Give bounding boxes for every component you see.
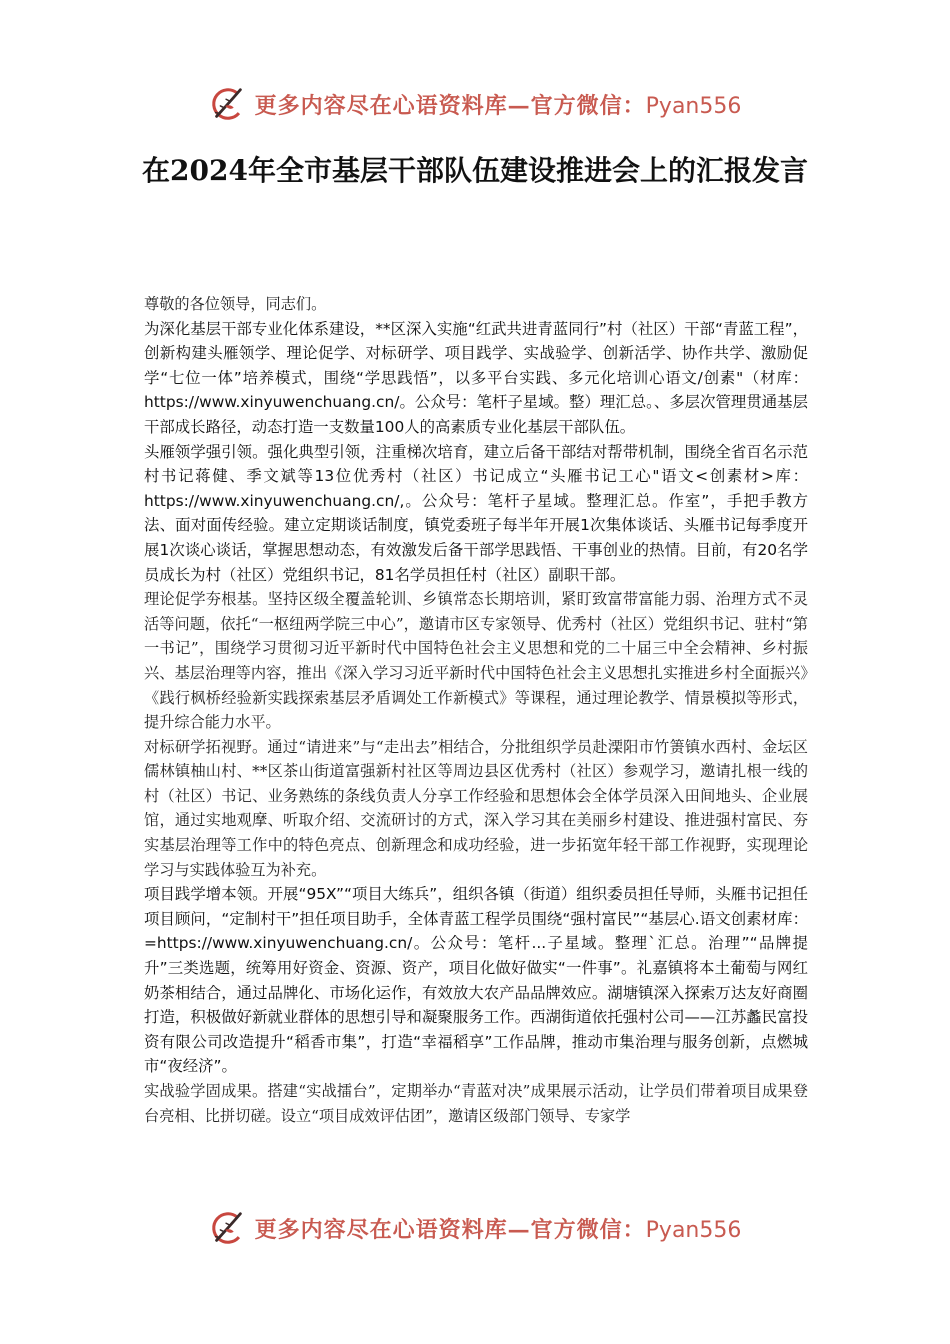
body-paragraph: 头雁领学强引领。强化典型引领，注重梯次培育，建立后备干部结对帮带机制，围绕全省百名示范村书记蒋健、季文斌等13位优秀村（社区）书记成立“头雁书记工心"语文<创素材>库：https://www.xinyuwenchuang.cn/,。公众号：笔杆子星域。整理汇总。作室”，手把手教方法、面对面传经验。建立定期谈话制度，镇党委班子每半年开展1次集体谈话、头雁书记每季度开展1次谈心谈话，掌握思想动态，有效激发后备干部学思践悟、干事创业的热情。目前，有20名学员成长为村（社区）党组织书记，81名学员担任村（社区）副职干部。 — [144, 442, 808, 584]
header-watermark-banner — [0, 82, 950, 126]
body-paragraph: 实战验学固成果。搭建“实战擂台”，定期举办“青蓝对决”成果展示活动，让学员们带着项目成果登台亮相、比拼切磋。设立“项目成效评估团”，邀请区级部门领导、专家学 — [144, 1082, 808, 1125]
banner-text: 更多内容尽在心语资料库—官方微信：Pyan556 — [254, 1216, 742, 1243]
document-body — [144, 292, 808, 1128]
bamboo-brush-logo-icon — [209, 85, 247, 123]
banner-text: 更多内容尽在心语资料库—官方微信：Pyan556 — [254, 92, 742, 119]
greeting: 尊敬的各位领导，同志们。 — [144, 295, 327, 313]
banner-wechat-id: Pyan556 — [645, 93, 742, 119]
footer-watermark-banner — [0, 1206, 950, 1250]
document-title: 在2024年全市基层干部队伍建设推进会上的汇报发言 — [142, 154, 808, 187]
bamboo-brush-logo-icon — [209, 1209, 247, 1247]
banner-wechat-id: Pyan556 — [645, 1217, 742, 1243]
body-paragraph: 理论促学夯根基。坚持区级全覆盖轮训、乡镇常态长期培训，紧盯致富带富能力弱、治理方式不灵活等问题，依托“一枢纽两学院三中心”，邀请市区专家领导、优秀村（社区）党组织书记、驻村“第一书记”，围绕学习贯彻习近平新时代中国特色社会主义思想和党的二十届三中全会精神、乡村振兴、基层治理等内容，推出《深入学习习近平新时代中国特色社会主义思想扎实推进乡村全面振兴》《践行枫桥经验新实践探索基层矛盾调处工作新模式》等课程，通过理论教学、情景模拟等形式，提升综合能力水平。 — [144, 590, 808, 732]
body-paragraph: 对标研学拓视野。通过“请进来”与“走出去”相结合，分批组织学员赴溧阳市竹箦镇水西村、金坛区儒林镇柚山村、**区茶山街道富强新村社区等周边县区优秀村（社区）参观学习，邀请扎根一线的村（社区）书记、业务熟练的条线负责人分享工作经验和思想体会全体学员深入田间地头、企业展馆，通过实地观摩、听取介绍、交流研讨的方式，深入学习其在美丽乡村建设、推进强村富民、夯实基层治理等工作中的特色亮点、创新理念和成功经验，进一步拓宽年轻干部工作视野，实现理论学习与实践体验互为补充。 — [144, 737, 808, 879]
body-paragraph: 项目践学增本领。开展“95X”“项目大练兵”，组织各镇（街道）组织委员担任导师，头雁书记担任项目顾问，“定制村干”担任项目助手，全体青蓝工程学员围绕“强村富民”“基层心.语文创素材库：=https://www.xinyuwenchuang.cn/。公众号：笔杆...子星域。整理`汇总。治理”“品牌提升”三类选题，统筹用好资金、资源、资产，项目化做好做实“一件事”。礼嘉镇将本土葡萄与网红奶茶相结合，通过品牌化、市场化运作，有效放大农产品品牌效应。湖塘镇深入探索万达友好商圈打造，积极做好新就业群体的思想引导和凝聚服务工作。西湖街道依托强村公司——江苏蠡民富投资有限公司改造提升“稻香市集”，打造“幸福稻享”工作品牌，推动市集治理与服务创新，点燃城市“夜经济”。 — [144, 885, 808, 1076]
body-paragraph: 为深化基层干部专业化体系建设，**区深入实施“红武共进青蓝同行”村（社区）干部“青蓝工程”，创新构建头雁领学、理论促学、对标研学、项目践学、实战验学、创新活学、协作共学、激励促学“七位一体”培养模式，围绕“学思践悟”，以多平台实践、多元化培训心语文/创素"（材库：https://www.xinyuwenchuang.cn/。公众号：笔杆子星域。整）理汇总。、多层次管理贯通基层干部成长路径，动态打造一支数量100人的高素质专业化基层干部队伍。 — [144, 319, 808, 436]
